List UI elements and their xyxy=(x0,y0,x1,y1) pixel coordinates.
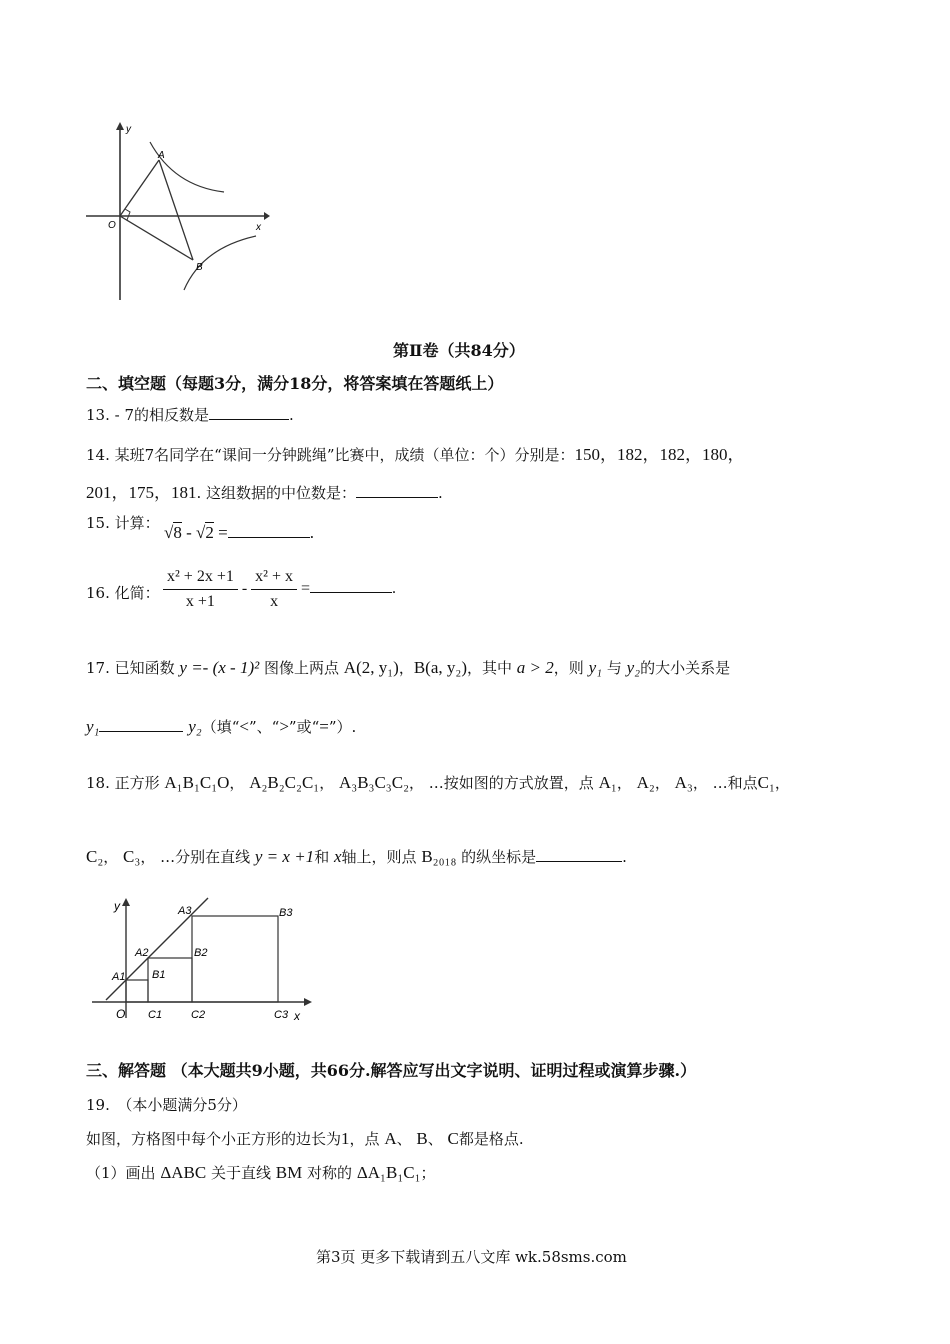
q17-answer-y2: y₂ xyxy=(188,717,202,736)
x-axis-arrow xyxy=(264,212,270,220)
question-15-label: 15. 计算： xyxy=(86,514,160,532)
fig2-label-a1: A1 xyxy=(112,971,126,983)
q19-dot-1: 、 xyxy=(396,1130,412,1148)
q19-point-b: B xyxy=(416,1129,428,1148)
label-o: O xyxy=(108,220,116,231)
q18-text-3: …分别在直线 xyxy=(160,848,251,866)
q18-label: 18. 正方形 xyxy=(86,774,160,792)
fig2-label-b1: B1 xyxy=(152,969,166,981)
q18-point-b: B₂₀₁₈ xyxy=(421,847,457,866)
right-angle-mark xyxy=(125,209,130,220)
q16-eq: = xyxy=(301,580,311,598)
section-2-title: 第Ⅱ卷（共84分） xyxy=(393,341,525,360)
q14-values-1: 150，182，182，180， xyxy=(574,445,745,464)
page-footer: 第3页 更多下载请到五八文库 wk.58sms.com xyxy=(316,1248,627,1266)
question-17-line-1 xyxy=(86,657,730,678)
label-a: A xyxy=(158,150,165,161)
q16-fraction-2: $\frac{\text{x² + x}}{x}$ xyxy=(251,568,297,611)
q18-text-2: …和点 xyxy=(712,774,758,792)
q17-text-5: （填“ xyxy=(201,718,240,736)
q19-sub1-c: 对称的 xyxy=(307,1164,353,1182)
q17-answer-y1: y₁ xyxy=(86,717,100,736)
q18-square-3: A₃B₃C₃C₂ xyxy=(339,773,410,792)
q17-with: 与 xyxy=(606,659,622,677)
q17-gt: > xyxy=(279,717,289,736)
q17-y2: y₂ xyxy=(626,658,641,677)
q16-answer-blank[interactable] xyxy=(310,578,392,593)
question-16-expr xyxy=(163,568,396,611)
q17-text-4: 的大小关系是 xyxy=(640,659,731,677)
q18-a1: A₁ xyxy=(598,773,617,792)
q13-number: 13. xyxy=(86,406,110,424)
q19-point-c: C xyxy=(447,1129,459,1148)
q13-expr: - 7 xyxy=(114,406,135,424)
q17-y1: y₁ xyxy=(588,658,603,677)
q14-answer-blank[interactable] xyxy=(356,483,438,498)
q17-lt: < xyxy=(239,717,249,736)
sqrt-8: √8 xyxy=(164,523,182,542)
segment-ab xyxy=(159,160,193,260)
q19-intro-3: 都是格点. xyxy=(458,1130,524,1148)
q14-end: . xyxy=(438,484,443,502)
question-15-expr xyxy=(164,523,314,543)
q17-text-2: ，其中 xyxy=(466,659,512,677)
q18-end: . xyxy=(622,848,627,866)
fig2-square-1 xyxy=(126,980,148,1002)
q17-text-6: ”、“ xyxy=(248,718,280,736)
fig2-x-arrow xyxy=(304,998,312,1006)
q18-text-4: 轴上，则点 xyxy=(341,848,417,866)
q19-intro-2: ，点 xyxy=(349,1130,380,1148)
q19-dot-2: 、 xyxy=(427,1130,443,1148)
q15-end: . xyxy=(309,523,314,542)
fig2-label-c1: C1 xyxy=(148,1009,163,1021)
q16-end: . xyxy=(392,580,397,598)
segment-ob xyxy=(120,216,193,260)
fig2-label-x: x xyxy=(294,1009,300,1023)
q15-minus: - xyxy=(186,523,192,542)
q17-text-8: ”）. xyxy=(328,718,357,736)
question-14-line-1 xyxy=(86,440,745,465)
figure-1-diagram xyxy=(84,120,274,305)
q18-answer-blank[interactable] xyxy=(536,847,622,862)
q13-end: . xyxy=(289,406,294,424)
hyperbola-lower xyxy=(184,236,256,290)
q19-one: 1 xyxy=(341,1129,350,1148)
sqrt-2: √2 xyxy=(196,523,214,542)
question-19-part-1 xyxy=(86,1162,436,1183)
q19-sub1-a: （1）画出 xyxy=(86,1164,156,1182)
label-y: y xyxy=(126,124,131,135)
q17-point-b: B(a, y₂) xyxy=(413,658,467,677)
question-13 xyxy=(86,404,294,425)
q18-text-1: …按如图的方式放置，点 xyxy=(428,774,594,792)
q19-point-a: A xyxy=(384,1129,397,1148)
q18-and: 和 xyxy=(314,848,330,866)
question-16-label: 16. 化简： xyxy=(86,584,160,602)
q13-text: 的相反数是 xyxy=(134,406,210,424)
figure-2-diagram xyxy=(90,896,315,1026)
q16-fraction-1: $\frac{\text{x² + 2x +1}}{x +1}$ xyxy=(163,568,238,611)
y-axis-arrow xyxy=(116,122,124,130)
q15-eq: = xyxy=(218,523,228,542)
q17-point-a: A(2, y₁) xyxy=(343,658,399,677)
fig2-line xyxy=(106,898,208,1000)
fig2-label-a2: A2 xyxy=(135,947,149,959)
q18-text-5: 的纵坐标是 xyxy=(461,848,537,866)
q19-bm: BM xyxy=(275,1163,303,1182)
q17-answer-blank[interactable] xyxy=(99,717,183,732)
question-18-line-2: C₂， C₃， …分别在直线 y = x +1和 x轴上，则点 B₂₀₁₈ 的纵坐标是 . xyxy=(86,847,627,866)
q17-sep: ， xyxy=(398,659,414,677)
q18-c2: C₂ xyxy=(86,847,104,866)
q14-text-2: . 这组数据的中位数是： xyxy=(196,484,357,502)
question-19-intro xyxy=(86,1128,524,1149)
fig2-label-b3: B3 xyxy=(279,907,293,919)
q19-triangle-1: ΔA₁B₁C₁ xyxy=(356,1163,421,1182)
label-x: x xyxy=(256,222,261,233)
q18-c3: C₃ xyxy=(123,847,141,866)
section-3-heading: 三、解答题 （本大题共9小题，共66分.解答应写出文字说明、证明过程或演算步骤.） xyxy=(86,1061,697,1080)
q17-eqs: = xyxy=(319,717,329,736)
fig2-label-o: O xyxy=(116,1007,126,1021)
q14-values-2: 201，175，181 xyxy=(86,483,197,502)
fig2-label-b2: B2 xyxy=(194,947,208,959)
fig2-label-c3: C3 xyxy=(274,1009,289,1021)
q19-sub1-b: 关于直线 xyxy=(211,1164,272,1182)
q17-function: y =- (x - 1)² xyxy=(179,658,260,677)
q18-square-2: A₂B₂C₂C₁ xyxy=(249,773,320,792)
q18-x-axis: x xyxy=(333,847,342,866)
fig2-label-a3: A3 xyxy=(178,905,192,917)
segment-oa xyxy=(120,160,159,216)
question-19-label: 19. （本小题满分5分） xyxy=(86,1096,247,1114)
fig2-square-3 xyxy=(192,916,278,1002)
q17-label: 17. 已知函数 xyxy=(86,659,175,677)
fig2-y-arrow xyxy=(122,898,130,906)
q18-square-1: A₁B₁C₁O xyxy=(164,773,230,792)
fig2-label-c2: C2 xyxy=(191,1009,206,1021)
q18-line: y = x +1 xyxy=(254,847,315,866)
q17-text-1: 图像上两点 xyxy=(264,659,340,677)
question-18-line-1: 18. 正方形 A₁B₁C₁O， A₂B₂C₂C₁， A₃B₃C₃C₂， …按如图的方式放置，点 A₁， A₂， A₃， …和点C₁， xyxy=(86,773,790,792)
q19-triangle: ΔABC xyxy=(160,1163,207,1182)
q17-text-7: ”或“ xyxy=(288,718,320,736)
q16-minus: - xyxy=(241,580,248,598)
q17-condition: a > 2 xyxy=(516,658,554,677)
q18-c1: C₁ xyxy=(757,773,775,792)
label-b: B xyxy=(196,262,203,273)
fig2-label-y: y xyxy=(114,899,120,913)
q13-answer-blank[interactable] xyxy=(209,405,289,420)
section-2-heading: 二、填空题（每题3分，满分18分，将答案填在答题纸上） xyxy=(86,374,504,393)
q15-answer-blank[interactable] xyxy=(228,523,310,538)
q19-intro-1: 如图，方格图中每个小正方形的边长为 xyxy=(86,1130,342,1148)
q19-sub1-d: ； xyxy=(420,1164,436,1182)
q14-text-1: 14. 某班7名同学在“课间一分钟跳绳”比赛中，成绩（单位：个）分别是： xyxy=(86,446,575,464)
q18-a3: A₃ xyxy=(674,773,693,792)
q17-text-3: ，则 xyxy=(553,659,584,677)
question-14-line-2 xyxy=(86,478,443,503)
q18-a2: A₂ xyxy=(636,773,655,792)
question-17-line-2 xyxy=(86,716,356,737)
